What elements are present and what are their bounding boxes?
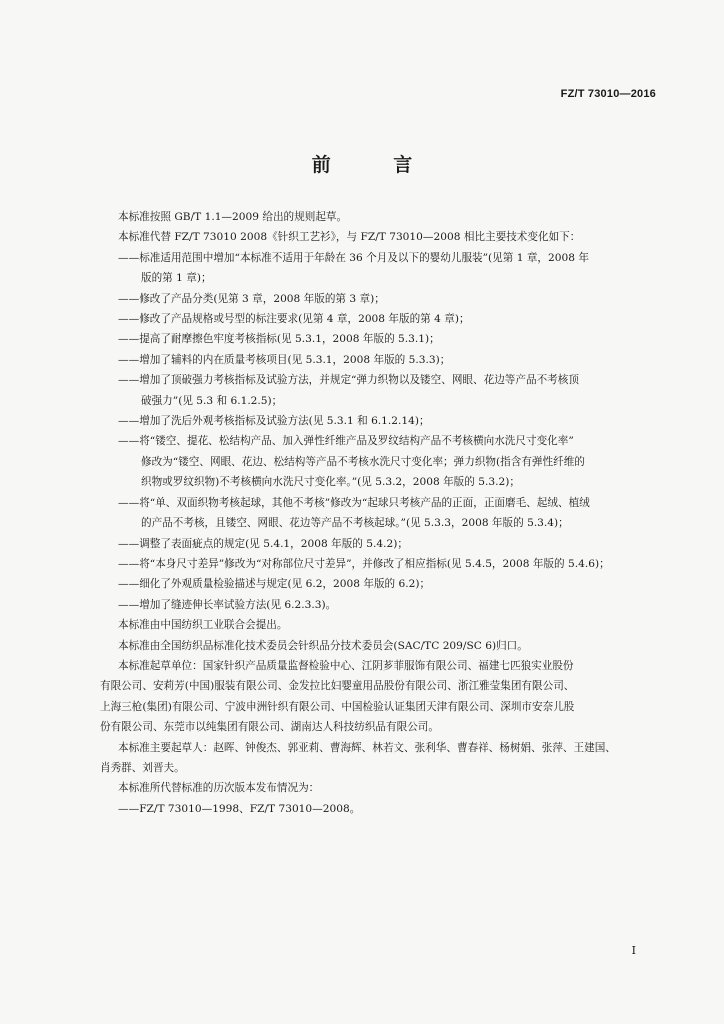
text-line: 的产品不考核，且镂空、网眼、花边等产品不考核起球。”(见 5.3.3，2008 年版的 5.3.4)；: [141, 517, 569, 530]
text-line: 版的第 1 章)；: [141, 272, 212, 285]
text-line: ——增加了顶破强力考核指标及试验方法，并规定“弹力织物以及镂空、网眼、花边等产品不考核顶: [118, 374, 579, 387]
text-line: 修改为“镂空、网眼、花边、松结构等产品不考核水洗尺寸变化率；弹力织物(指含有弹性纤维的: [141, 455, 585, 468]
text-line: ——FZ/T 73010—1998、FZ/T 73010—2008。: [118, 802, 361, 815]
text-line: ——增加了洗后外观考核指标及试验方法(见 5.3.1 和 6.1.2.14)；: [118, 415, 430, 428]
text-line: ——将“单、双面织物考核起球，其他不考核”修改为“起球只考核产品的正面，正面磨毛、起绒、植绒: [118, 496, 590, 509]
text-line: ——调整了表面疵点的规定(见 5.4.1，2008 年版的 5.4.2)；: [118, 537, 408, 550]
text-line: 本标准按照 GB/T 1.1—2009 给出的规则起草。: [118, 211, 348, 223]
standard-code: FZ/T 73010—2016: [560, 88, 656, 100]
text-line: 本标准由全国纺织品标准化技术委员会针织品分技术委员会(SAC/TC 209/SC 6)归口。: [118, 639, 528, 652]
text-line: 肖秀群、刘晋夫。: [100, 761, 185, 774]
text-line: 本标准代替 FZ/T 73010 2008《针织工艺衫》，与 FZ/T 73010—2008 相比主要技术变化如下：: [118, 231, 581, 244]
text-line: ——增加了辅料的内在质量考核项目(见 5.3.1，2008 年版的 5.3.3)；: [118, 353, 451, 366]
page-title: 前 言: [311, 154, 441, 176]
text-line: ——提高了耐摩擦色牢度考核指标(见 5.3.1，2008 年版的 5.3.1)；: [118, 333, 440, 346]
text-line: 本标准由中国纺织工业联合会提出。: [118, 619, 288, 632]
text-line: 上海三枪(集团)有限公司、宁波申洲针织有限公司、中国检验认证集团天津有限公司、深圳市安奈儿股: [100, 700, 575, 713]
text-line: ——细化了外观质量检验描述与规定(见 6.2，2008 年版的 6.2)；: [118, 578, 431, 591]
text-line: 有限公司、安莉芳(中国)服装有限公司、金发拉比妇婴童用品股份有限公司、浙江雅莹集团有限公司、: [100, 680, 575, 693]
text-line: 破强力”(见 5.3 和 6.1.2.5)；: [141, 394, 283, 407]
text-line: ——标准适用范围中增加“本标准不适用于年龄在 36 个月及以下的婴幼儿服装”(见第 1 章，2008 年: [118, 251, 589, 264]
text-line: 本标准所代替标准的历次版本发布情况为：: [118, 782, 320, 795]
text-line: ——修改了产品规格或号型的标注要求(见第 4 章，2008 年版的第 4 章)；: [118, 313, 470, 326]
text-line: 份有限公司、东莞市以纯集团有限公司、湖南达人科技纺织品有限公司。: [100, 721, 439, 734]
text-line: ——修改了产品分类(见第 3 章，2008 年版的第 3 章)；: [118, 292, 385, 305]
text-line: ——增加了缝迹伸长率试验方法(见 6.2.3.3)。: [118, 598, 337, 611]
text-line: 本标准主要起草人：赵晖、钟俊杰、郭亚莉、曹海辉、林若文、张利华、曹春祥、杨树娟、张萍、王建国、: [118, 741, 616, 754]
text-line: 织物或罗纹织物)不考核横向水洗尺寸变化率。”(见 5.3.2，2008 年版的 5.3.2)；: [141, 476, 520, 489]
page-number: I: [631, 944, 636, 957]
text-line: ——将“本身尺寸差异”修改为“对称部位尺寸差异”，并修改了相应指标(见 5.4.5，2008 年版的 5.4.6)；: [118, 557, 610, 570]
foreword-body: [100, 207, 656, 819]
text-line: ——将“镂空、提花、松结构产品、加入弹性纤维产品及罗纹结构产品不考核横向水洗尺寸变化率”: [118, 435, 574, 448]
text-line: 本标准起草单位：国家针织产品质量监督检验中心、江阴芗菲服饰有限公司、福建七匹狼实业股份: [118, 659, 574, 672]
